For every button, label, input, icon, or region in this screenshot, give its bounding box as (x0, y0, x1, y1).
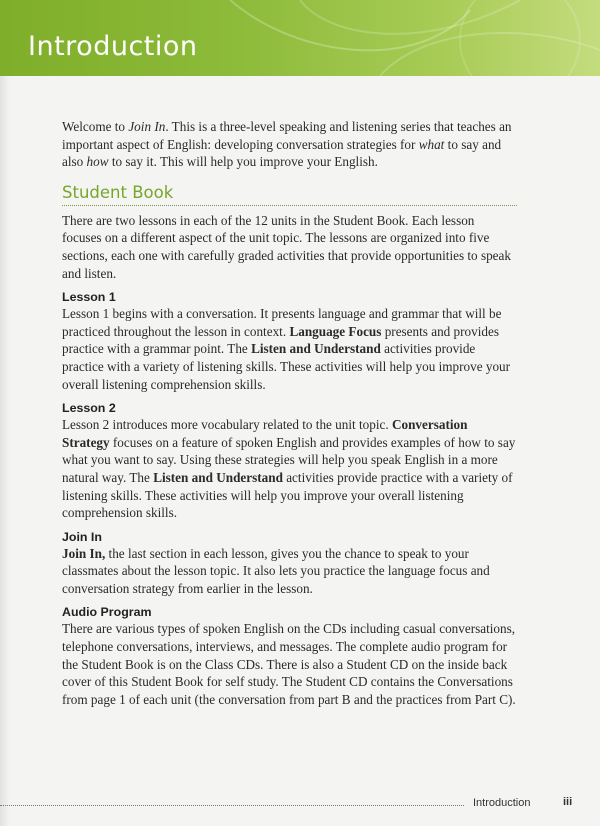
audio-program-paragraph: There are various types of spoken English on the CDs including casual conversations, telephone conversations, interviews, and messages. The complete audio program for the Student Book is on the Class CDs. There is also a Student CD on the inside back cover of this Student Book for self study. The Student CD contains the Conversations from page 1 of each unit (the conversation from part B and the practices from Part C). (62, 621, 516, 707)
subheading-audio-program: Audio Program (62, 605, 152, 620)
header-banner (0, 0, 600, 76)
page-title: Introduction (28, 31, 198, 62)
page-footer (0, 796, 600, 814)
join-in-paragraph: Join In, the last section in each lesson, gives you the chance to speak to your classmates about the lesson topic. It also lets you practice the language focus and conversation strategy from earlier in the lesson. (62, 545, 490, 596)
footer-section-label: Introduction (473, 797, 531, 809)
page-number: iii (563, 796, 573, 808)
page-gutter-shadow (0, 76, 10, 826)
footer-dotted-rule (0, 805, 464, 806)
subheading-lesson-1: Lesson 1 (62, 290, 116, 305)
lesson-1-paragraph: Lesson 1 begins with a conversation. It presents language and grammar that will be practiced throughout the lesson in context. Language Focus presents and provides practice with a grammar point. The Listen and Understand activities provide practice with a variety of listening skills. These activities will help you improve your overall listening comprehension skills. (62, 306, 511, 392)
section-heading-student-book: Student Book (62, 183, 517, 206)
student-book-paragraph: There are two lessons in each of the 12 units in the Student Book. Each lesson focuses on a different aspect of the unit topic. The lessons are organized into five sections, each one with carefully graded activities that provide opportunities to speak and listen. (62, 212, 511, 281)
lesson-2-paragraph: Lesson 2 introduces more vocabulary related to the unit topic. Conversation Strategy focuses on a feature of spoken English and provides examples of how to say what you want to say. Using these strategies will help you speak English in a more natural way. The Listen and Understand activities provide practice with a variety of listening skills. These activities will help you improve your overall listening comprehension skills. (62, 417, 516, 521)
subheading-join-in: Join In (62, 529, 102, 544)
intro-paragraph: Welcome to Join In. This is a three-level speaking and listening series that teaches an important aspect of English: developing conversation strategies for what to say and also how to say it. This will help you improve your English. (62, 119, 512, 170)
subheading-lesson-2: Lesson 2 (62, 401, 116, 416)
main-content (62, 118, 517, 714)
